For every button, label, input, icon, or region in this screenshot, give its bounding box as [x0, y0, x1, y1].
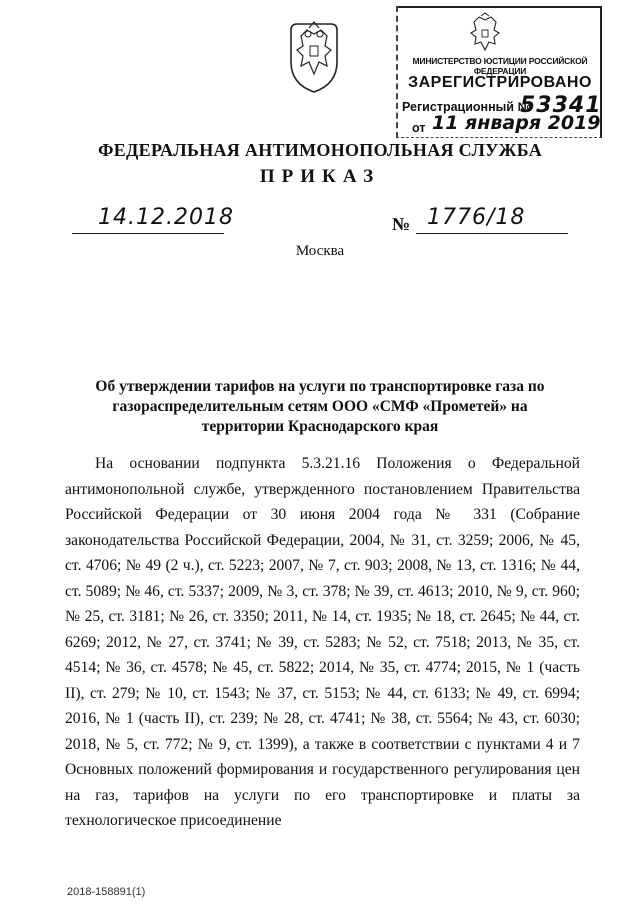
city: Москва — [295, 243, 345, 259]
stamp-coat-of-arms-icon — [465, 12, 505, 58]
document-code: 2018-158891(1) — [67, 886, 146, 898]
order-number-label: № — [392, 214, 411, 234]
stamp-date: 11 января 2019 — [432, 112, 601, 134]
body-paragraph: На основании подпункта 5.3.21.16 Положения о Федеральной антимонопольной службе, утвержденного постановлением Правительства Российской Федерации от 30 июня 2004 года № 331 (Собрание законодательства Российской Федерации, 2004, № 31, ст. 3259; 2006, № 45, ст. 4706; № 49 (2 ч.), ст. 5223; 2007, № 7, ст. 903; 2008, № 13, ст. 1316; № 44, ст. 5089; № 46, ст. 5337; 2009, № 3, ст. 378; № 39, ст. 4613; 2010, № 9, ст. 960; № 25, ст. 3181; № 26, ст. 3350; 2011, № 14, ст. 1935; № 18, ст. 2645; № 44, ст. 6269; 2012, № 27, ст. 3741; № 39, ст. 5283; № 52, ст. 7518; 2013, № 35, ст. 4514; № 36, ст. 4578; № 45, ст. 5822; 2014, № 35, ст. 4774; 2015, № 1 (часть II), ст. 279; № 10, ст. 1543; № 37, ст. 5153; № 44, ст. 6133; № 49, ст. 6994; 2016, № 1 (часть II), ст. 239; № 28, ст. 4741; № 38, ст. 5564; № 43, ст. 6030; 2018, № 5, ст. 772; № 9, ст. 1399), а также в соответствии с пунктами 4 и 7 Основных положений формирования и государственного регулирования цен на газ, тарифов на услуги по его транспортировке и платы за технологическое присоединение — [65, 455, 580, 829]
order-date-underline — [72, 233, 224, 234]
stamp-registered: ЗАРЕГИСТРИРОВАНО — [408, 74, 592, 91]
agency-name: ФЕДЕРАЛЬНАЯ АНТИМОНОПОЛЬНАЯ СЛУЖБА — [97, 140, 543, 160]
document-title: Об утверждении тарифов на услуги по транспортировке газа по газораспределительным сетям ООО «СМФ «Прометей» на территории Краснодарского края — [95, 378, 545, 435]
coat-of-arms-icon — [283, 16, 345, 96]
stamp-ministry: МИНИСТЕРСТВО ЮСТИЦИИ РОССИЙСКОЙ ФЕДЕРАЦИИ — [412, 56, 588, 76]
stamp-reg-number-label: Регистрационный № — [402, 100, 532, 114]
document-type: ПРИКАЗ — [259, 166, 381, 187]
stamp-reg-number: 53341 — [520, 93, 602, 118]
stamp-date-label: от — [412, 121, 426, 135]
order-number: 1776/18 — [427, 205, 526, 230]
order-number-underline — [416, 233, 568, 234]
order-date: 14.12.2018 — [98, 205, 234, 230]
